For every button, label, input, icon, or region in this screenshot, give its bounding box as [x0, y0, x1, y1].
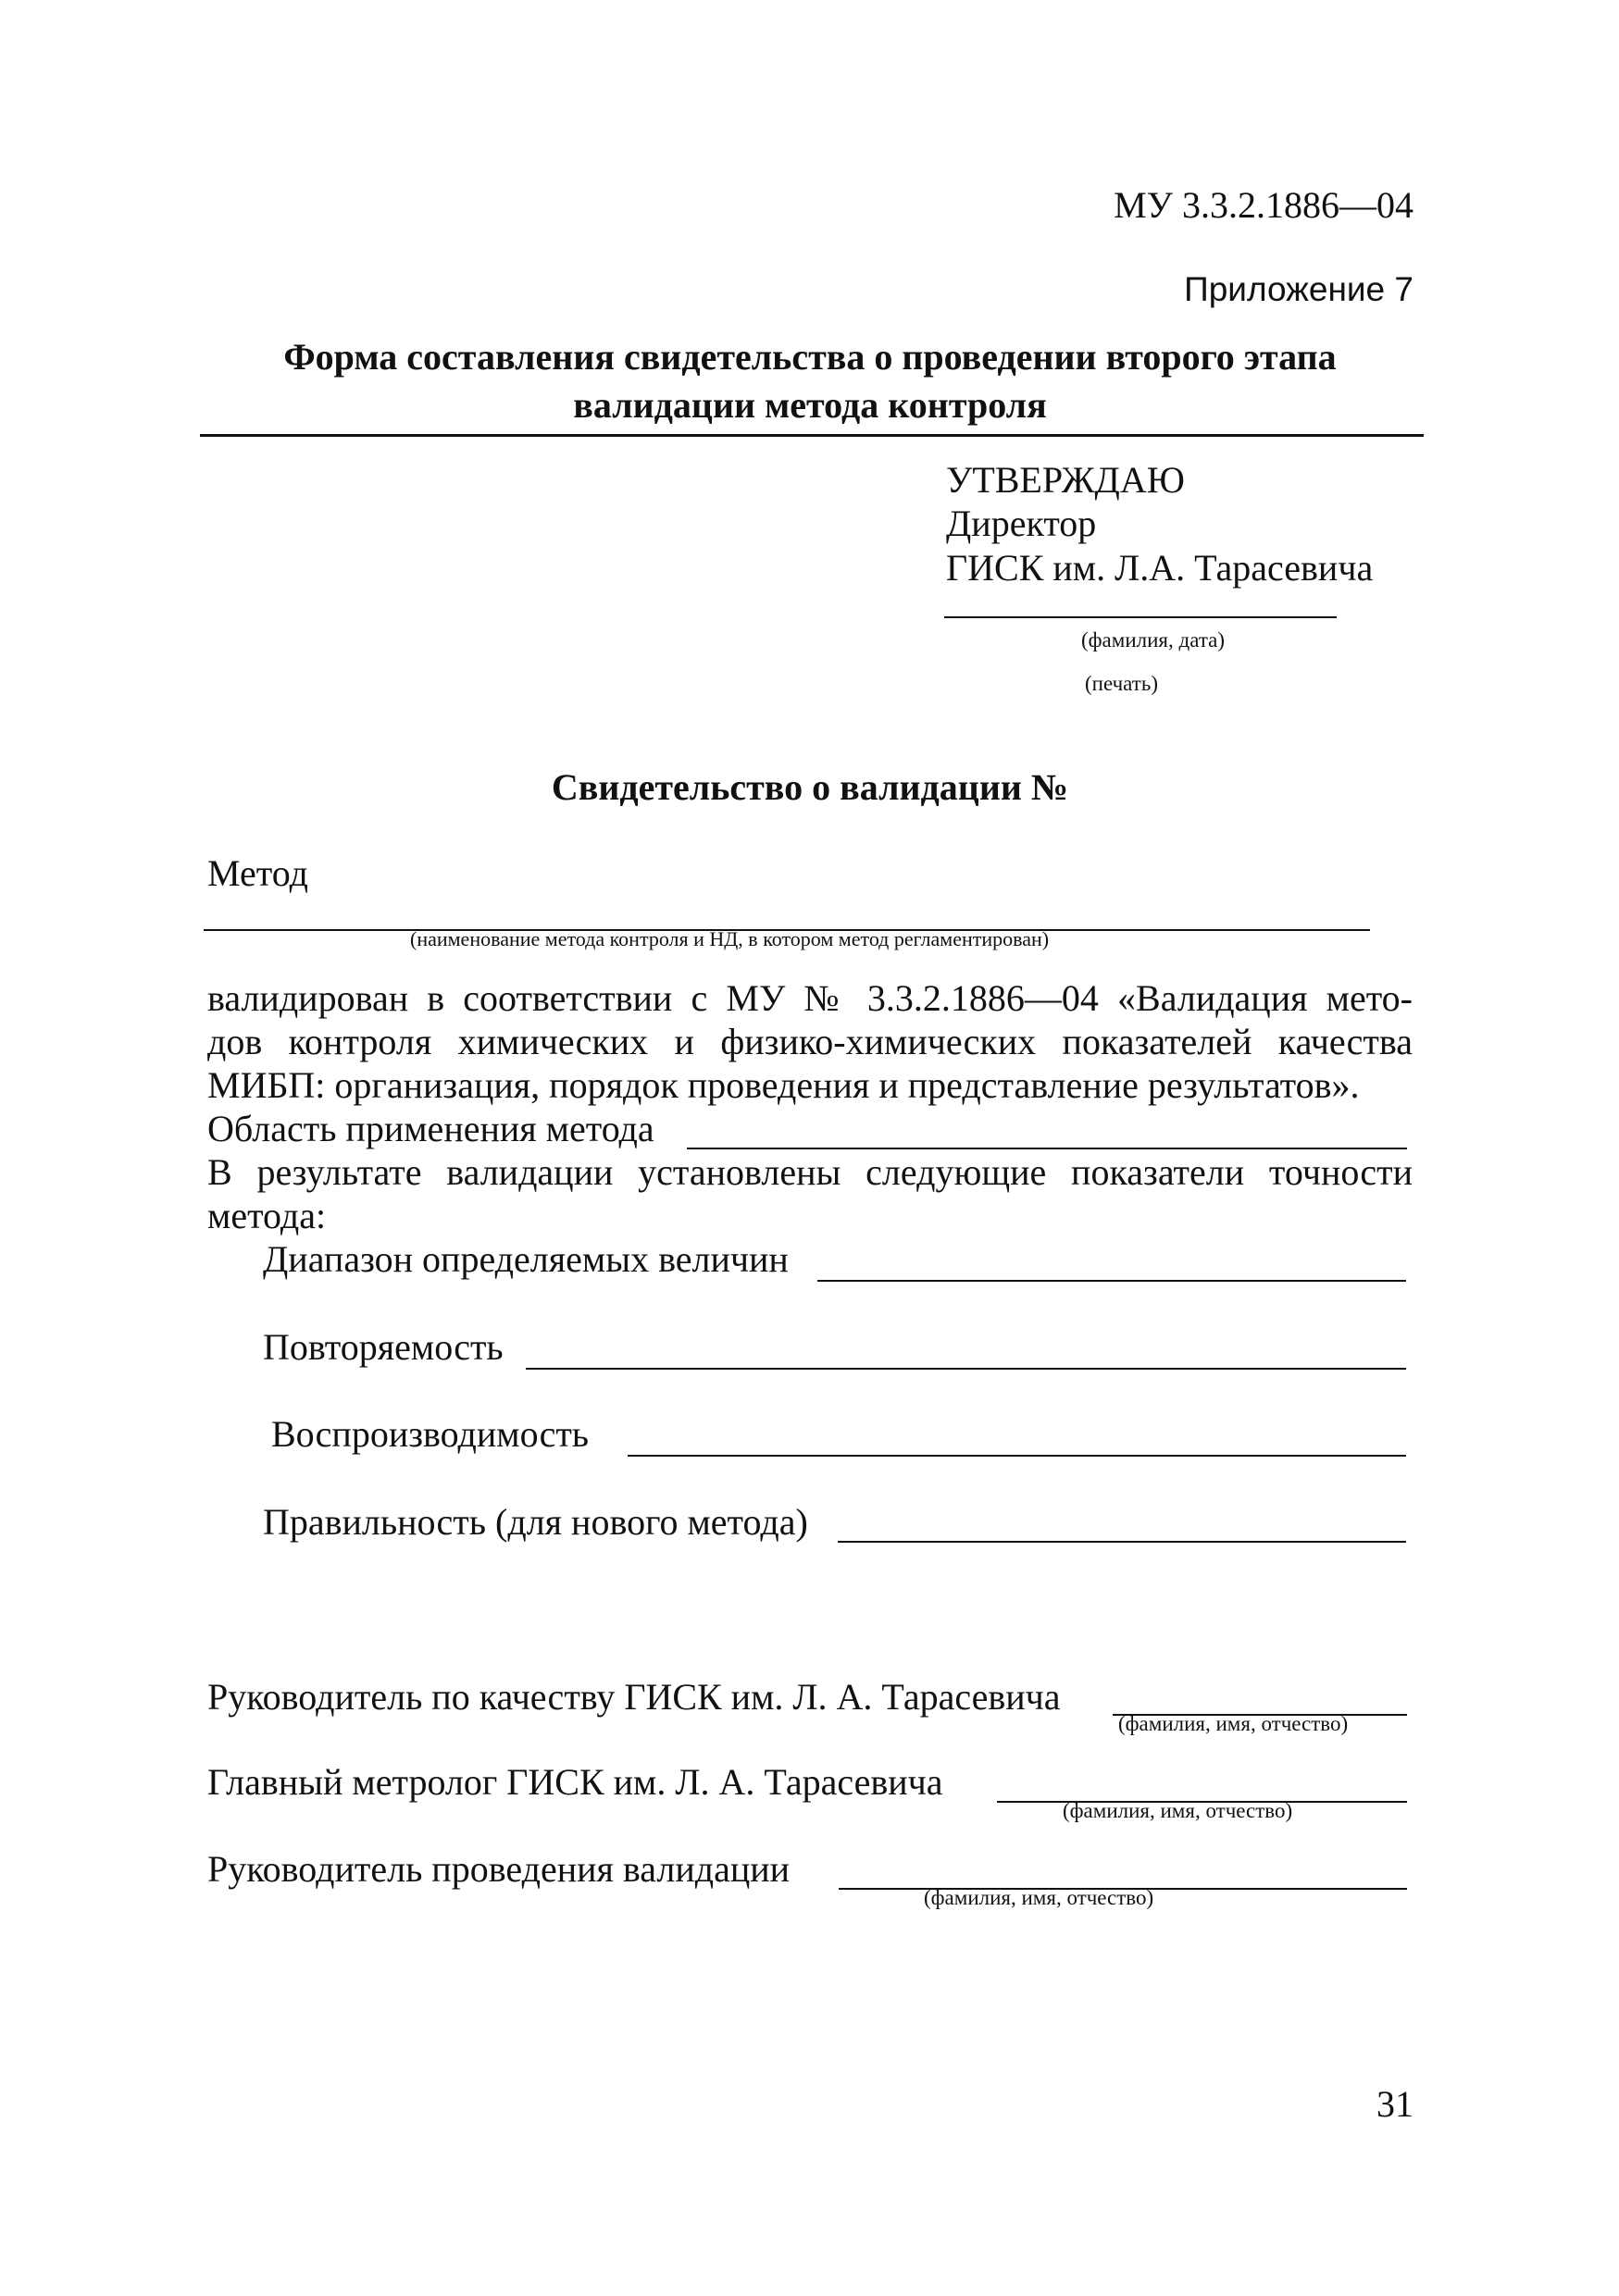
institute-label: ГИСК им. Л.А. Тарасевича — [946, 547, 1374, 589]
document-code: МУ 3.3.2.1886—04 — [1114, 184, 1414, 226]
name-date-caption: (фамилия, дата) — [1081, 628, 1226, 652]
validated-line-1: валидирован в соответствии с МУ № 3.3.2.1886—04 «Валидация мето- — [207, 977, 1413, 1019]
validated-line-2: дов контроля химических и физико-химических показателей качества — [207, 1021, 1413, 1062]
repeatability-label: Повторяемость — [263, 1326, 504, 1368]
validated-line-3: МИБП: организация, порядок проведения и представление результатов». — [207, 1064, 1360, 1106]
scope-label: Область применения метода — [207, 1108, 654, 1149]
form-title-line-1: Форма составления свидетельства о проведении второго этапа — [283, 336, 1337, 378]
approve-label: УТВЕРЖДАЮ — [946, 459, 1185, 501]
accuracy-label: Правильность (для нового метода) — [263, 1501, 808, 1543]
page-number: 31 — [1376, 2083, 1414, 2125]
range-field-line — [817, 1280, 1406, 1282]
chief-metrologist-caption: (фамилия, имя, отчество) — [1063, 1799, 1293, 1822]
form-title-line-2: валидации метода контроля — [573, 384, 1047, 426]
certificate-title: Свидетельство о валидации № — [551, 766, 1069, 808]
director-label: Директор — [946, 503, 1097, 544]
seal-caption: (печать) — [1085, 672, 1158, 695]
method-label: Метод — [207, 852, 308, 894]
validation-head-label: Руководитель проведения валидации — [207, 1848, 791, 1890]
reproducibility-field-line — [628, 1455, 1406, 1457]
quality-head-caption: (фамилия, имя, отчество) — [1118, 1712, 1349, 1735]
reproducibility-label: Воспроизводимость — [271, 1413, 590, 1455]
scope-field-line — [687, 1148, 1407, 1149]
results-line-2: метода: — [207, 1195, 327, 1236]
repeatability-field-line — [526, 1368, 1406, 1370]
range-label: Диапазон определяемых величин — [263, 1238, 789, 1280]
appendix-label: Приложение 7 — [1184, 270, 1414, 308]
accuracy-field-line — [838, 1541, 1406, 1543]
method-caption: (наименование метода контроля и НД, в котором метод регламентирован) — [410, 927, 1050, 950]
validation-head-caption: (фамилия, имя, отчество) — [924, 1886, 1154, 1909]
title-rule — [200, 434, 1424, 437]
director-signature-line — [944, 616, 1337, 618]
quality-head-label: Руководитель по качеству ГИСК им. Л. А. Тарасевича — [207, 1676, 1061, 1718]
chief-metrologist-label: Главный метролог ГИСК им. Л. А. Тарасевича — [207, 1761, 943, 1803]
results-line-1: В результате валидации установлены следующие показатели точности — [207, 1151, 1413, 1193]
